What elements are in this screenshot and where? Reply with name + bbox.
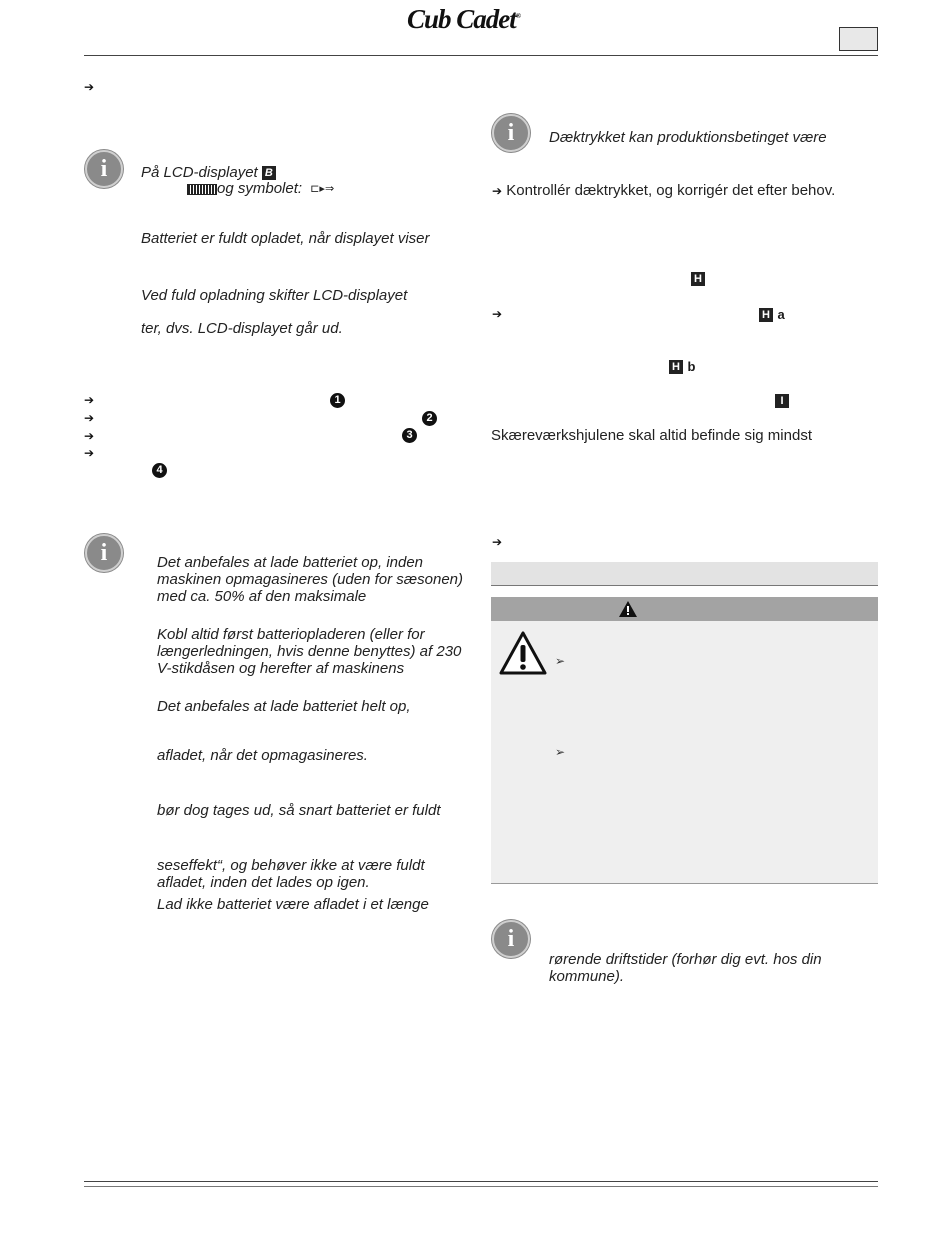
arrow-icon: ➔ — [84, 80, 95, 94]
full-charge-text: Det anbefales at lade batteriet helt op, — [157, 698, 411, 715]
ref-h-b-label: H b — [669, 358, 695, 376]
footer-rule — [84, 1181, 878, 1182]
section-bar — [491, 562, 878, 586]
remove-battery-text: bør dog tages ud, så snart batteriet er fuldt — [157, 802, 441, 819]
storage-charge-text: Det anbefales at lade batteriet op, inden maskinen opmagasineres (uden for sæsonen) med ca. 50% af den maksimale — [157, 554, 463, 605]
info-icon: i — [492, 114, 530, 152]
tire-step: ➔ Kontrollér dæktrykket, og korrigér det efter behov. — [492, 182, 836, 199]
ref-b-label: B — [262, 166, 276, 180]
discharged-text: afladet, når det opmagasineres. — [157, 747, 368, 764]
ref-h-label: H — [691, 270, 705, 288]
warning-header — [491, 597, 878, 621]
arrow-icon: ➔ — [492, 307, 503, 321]
info-icon: i — [85, 534, 123, 572]
operating-times-text: rørende driftstider (forhør dig evt. hos din — [549, 951, 822, 968]
arrow-icon: ➔ — [84, 411, 95, 425]
bullet-icon: ➢ — [555, 745, 566, 759]
ref-h-a-label: H a — [759, 306, 785, 324]
lcd-switch-text: Ved fuld opladning skifter LCD-displayet — [141, 287, 408, 304]
lcd-display-text: På LCD-displayet B — [141, 164, 276, 181]
arrow-icon: ➔ — [492, 535, 503, 549]
info-icon: i — [492, 920, 530, 958]
step-number-2: 2 — [422, 411, 437, 426]
footer-rule-thin — [84, 1186, 878, 1187]
brand-logo: Cub Cadet® — [407, 4, 521, 34]
bullet-icon: ➢ — [555, 654, 566, 668]
arrow-icon: ➔ — [492, 184, 503, 198]
warning-small-icon — [618, 600, 638, 618]
plug-icon: ⊏▸⇒ — [310, 182, 335, 195]
cutter-wheels-text: Skæreværkshjulene skal altid befinde sig mindst — [491, 427, 812, 444]
arrow-icon: ➔ — [84, 446, 95, 460]
warning-body — [491, 621, 878, 884]
lcd-off-text: ter, dvs. LCD-displayet går ud. — [141, 320, 343, 337]
tire-pressure-note: Dæktrykket kan produktionsbetinget være — [549, 129, 827, 146]
header-rule — [84, 55, 878, 56]
info-icon: i — [85, 150, 123, 188]
page-number-box — [839, 27, 878, 51]
long-discharge-text: Lad ikke batteriet være afladet i et længe — [157, 896, 429, 913]
warning-triangle-icon — [498, 630, 548, 676]
memory-effect-text: seseffekt“, og behøver ikke at være fuldt afladet, inden det lades op igen. — [157, 857, 425, 891]
battery-icon — [187, 184, 217, 195]
ref-i-label: I — [775, 392, 789, 410]
symbol-text: og symbolet: ⊏▸⇒ — [183, 180, 334, 198]
step-number-1: 1 — [330, 393, 345, 408]
arrow-icon: ➔ — [84, 429, 95, 443]
disconnect-charger-text: Kobl altid først batteriopladeren (eller for længerledningen, hvis denne benyttes) af 230 V-stikdåsen og herefter af maskinens — [157, 626, 462, 677]
step-number-4: 4 — [152, 463, 167, 478]
municipality-text: kommune). — [549, 968, 625, 985]
battery-full-text: Batteriet er fuldt opladet, når displayet viser — [141, 230, 430, 247]
step-number-3: 3 — [402, 428, 417, 443]
arrow-icon: ➔ — [84, 393, 95, 407]
